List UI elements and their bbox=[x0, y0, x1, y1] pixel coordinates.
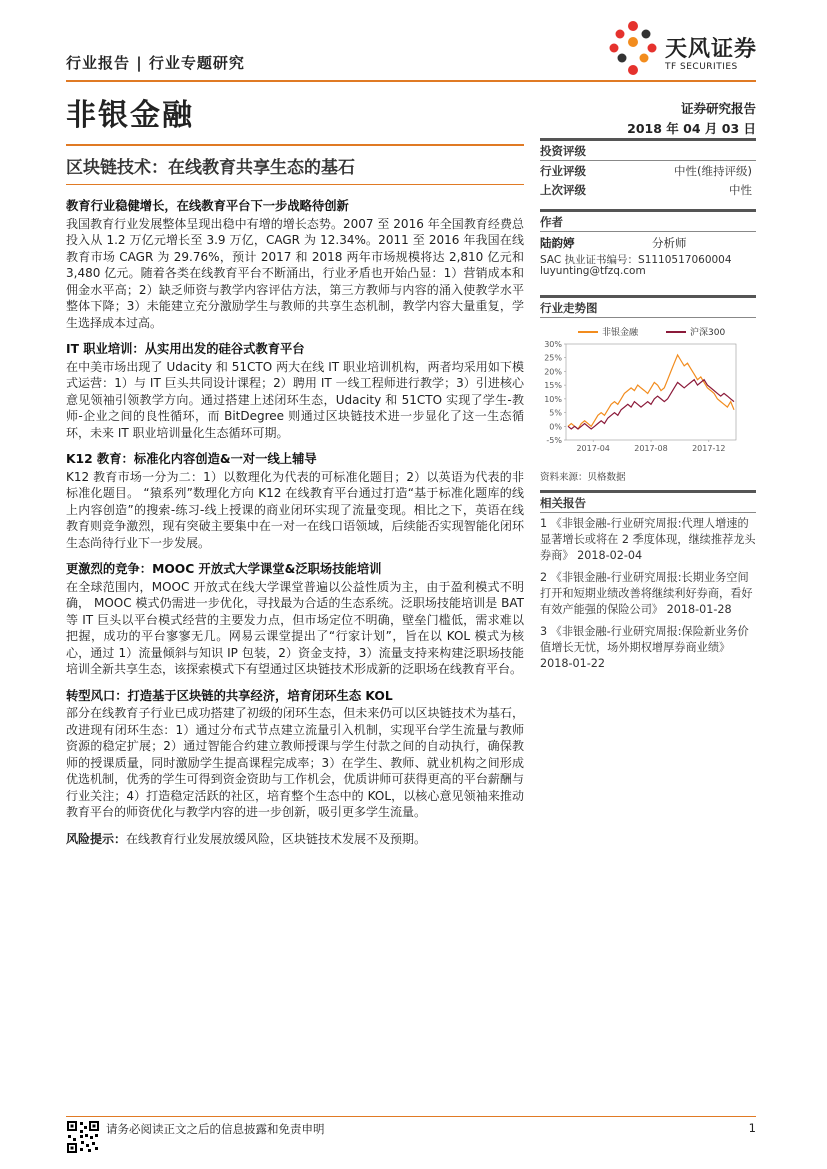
footer-disclaimer: 请务必阅读正文之后的信息披露和免责申明 bbox=[106, 1122, 325, 1136]
section-body: 在中美市场出现了 Udacity 和 51CTO 两大在线 IT 职业培训机构，两者均采用如下模式运营：1）与 IT 巨头共同设计课程；2）聘用 IT 一线工程师进行教学；3）引进核心意见领袖引领教学方向。通过搭建上述闭环生态，Udacity 和 51CTO 实现了学生-教师-企业之间的良性循环，而 BitDegree 则通过区块链技术进一步显化了这一生态循环，未来 IT 职业培训量化生态循环可期。 bbox=[66, 359, 524, 440]
y-tick-label: -5% bbox=[546, 436, 562, 445]
related-title: 3 《非银金融-行业研究周报:保险新业务价值增长无忧，场外期权增厚券商业绩》 bbox=[540, 625, 749, 654]
related-date: 2018-02-04 bbox=[577, 549, 643, 562]
section bbox=[66, 451, 524, 551]
y-tick-label: 5% bbox=[549, 408, 562, 418]
report-type: 行业报告 | 行业专题研究 bbox=[66, 54, 245, 72]
section bbox=[66, 341, 524, 441]
main-content bbox=[66, 198, 524, 857]
logo-text-cn: 天风证券 bbox=[665, 37, 758, 62]
page-number: 1 bbox=[748, 1121, 756, 1135]
related-title: 2 《非银金融-行业研究周报:长期业务空间打开和短期业绩改善将继续利好券商，看好有效产能强的保险公司》 bbox=[540, 571, 753, 616]
section-body: 在全球范围内，MOOC 开放式在线大学课堂普遍以公益性质为主，由于盈利模式不明确， MOOC 模式仍需进一步优化，寻找最为合适的生态系统。泛职场技能培训是 BAT 等 IT 巨头以平台模式经营的主要发力点，但市场定位不明确，壁垒门槛低，需求难以把握，成功的平台寥寥无几。网易云课堂提出了“行家计划”，旨在以 KOL 模式为核心，通过 1）流量倾斜与知识 IP 包装，2）资金支持，3）流量支持来构建泛职场技能培训全新共享生态，该探索模式下有望通过区块链技术形成新的泛职场在线教育平台。 bbox=[66, 579, 524, 676]
logo-text-en: TF SECURITIES bbox=[665, 62, 738, 72]
author-role: 分析师 bbox=[652, 236, 687, 250]
rating-header: 投资评级 bbox=[540, 144, 586, 158]
sidebar-divider bbox=[540, 138, 756, 141]
section-body: 部分在线教育子行业已成功搭建了初级的闭环生态，但未来仍可以区块链技术为基石，改进现有闭环生态：1）通过分布式节点建立流量引入机制，实现平台学生流量与教师资源的稳定扩展；2）通过智能合约建立教师授课与学生付款之间的自动执行，确保教师的授课质量，同时激励学生提高课程完成率；3）在学生、教师、就业机构之间形成优选机制，优秀的学生可得到资金资助与工作机会，优质讲师可获得更高的平台薪酬与行业关注；4）打造稳定活跃的社区，培育整个生态中的 KOL，以核心意见领袖来推动教育平台的师资优化与教学内容的进一步创新，吸引更多学生流量。 bbox=[66, 706, 524, 819]
company-logo bbox=[608, 20, 768, 80]
section-heading: K12 教育：标准化内容创造&一对一线上辅导 bbox=[66, 452, 317, 466]
related-date: 2018-01-22 bbox=[540, 657, 606, 670]
report-date: 2018 年 04 月 03 日 bbox=[627, 121, 756, 136]
title-divider-bottom bbox=[66, 184, 524, 185]
sidebar-divider bbox=[540, 295, 756, 298]
y-tick-label: 15% bbox=[544, 381, 562, 391]
qr-code-icon bbox=[66, 1120, 100, 1154]
section-body: 我国教育行业发展整体呈现出稳中有增的增长态势。2007 至 2016 年全国教育经费总投入从 1.2 万亿元增长至 3.9 万亿，CAGR 为 12.34%。2011 至 2016 年我国在线教育市场 CAGR 为 29.76%，预计 2017 和 2018 两年市场规模将达 2,810 亿元和 3,480 亿元。随着各类在线教育平台不断涌出，行业矛盾也开始凸显：1）营销成本和佣金水平高；2）缺乏师资与教学内容评估方法，第三方教师与内容的涌入使教学水平整体下降；3）未能建立充分激励学生与教师的共享生态机制，教学内容大量重复，学生选择成本过高。 bbox=[66, 216, 524, 330]
sidebar-divider bbox=[540, 490, 756, 493]
risk-label: 风险提示： bbox=[66, 831, 127, 846]
related-list bbox=[540, 516, 756, 678]
report-title: 区块链技术：在线教育共享生态的基石 bbox=[66, 158, 355, 178]
sidebar-divider bbox=[540, 231, 756, 232]
x-tick-label: 2017-04 bbox=[576, 444, 610, 453]
chart-source: 资料来源：贝格数据 bbox=[540, 472, 626, 483]
sidebar-divider bbox=[540, 209, 756, 212]
trend-header: 行业走势图 bbox=[540, 301, 598, 315]
report-label: 证券研究报告 bbox=[680, 101, 756, 116]
trend-chart bbox=[536, 320, 758, 460]
section bbox=[66, 688, 524, 821]
legend-label: 沪深300 bbox=[690, 328, 726, 338]
related-date: 2018-01-28 bbox=[666, 603, 732, 616]
section bbox=[66, 198, 524, 331]
risk-text: 在线教育行业发展放缓风险，区块链技术发展不及预期。 bbox=[126, 831, 427, 846]
rating-key: 上次评级 bbox=[540, 183, 586, 197]
series-line bbox=[568, 355, 734, 429]
author-sac-number: SAC 执业证书编号：S1110517060004 bbox=[540, 254, 732, 266]
section-body: K12 教育市场一分为二：1）以数理化为代表的可标准化题目；2）以英语为代表的非标准化题目。 “猿系列”数理化方向 K12 在线教育平台通过打造“基于标准化题库的线上内容创造”的搜索-练习-线上授课的商业闭环实现了流量变现。相比之下，英语在线教育则竞争激烈，现有突破主要集中在一对一在线口语领域，后续能否实现智能化闭环生态尚待行业下一步发展。 bbox=[66, 469, 524, 550]
related-item[interactable] bbox=[540, 516, 756, 564]
risk-note bbox=[66, 831, 524, 848]
sector-title: 非银金融 bbox=[66, 98, 194, 133]
y-tick-label: 0% bbox=[549, 422, 562, 432]
related-item[interactable] bbox=[540, 624, 756, 672]
y-tick-label: 10% bbox=[544, 394, 562, 404]
x-tick-label: 2017-12 bbox=[692, 444, 726, 453]
footer-divider bbox=[66, 1116, 756, 1117]
y-tick-label: 30% bbox=[544, 340, 562, 349]
section-heading: 教育行业稳健增长，在线教育平台下一步战略待创新 bbox=[66, 199, 349, 213]
section-heading: IT 职业培训：从实用出发的硅谷式教育平台 bbox=[66, 342, 305, 356]
rating-value: 中性(维持评级) bbox=[674, 164, 752, 178]
section-heading: 转型风口：打造基于区块链的共享经济，培育闭环生态 KOL bbox=[66, 688, 393, 703]
section-heading: 更激烈的竞争：MOOC 开放式大学课堂&泛职场技能培训 bbox=[66, 562, 382, 576]
x-tick-label: 2017-08 bbox=[634, 444, 668, 453]
author-email[interactable]: luyunting@tfzq.com bbox=[540, 265, 646, 277]
y-tick-label: 25% bbox=[544, 353, 562, 363]
logo-dots-icon bbox=[608, 20, 658, 76]
author-header: 作者 bbox=[540, 215, 563, 229]
author-name: 陆韵婷 bbox=[540, 236, 575, 250]
sidebar-divider bbox=[540, 512, 756, 513]
sidebar-divider bbox=[540, 160, 756, 161]
related-title: 1 《非银金融-行业研究周报:代理人增速的显著增长或将在 2 季度体现，继续推荐龙头券商》 bbox=[540, 517, 756, 562]
y-tick-label: 20% bbox=[544, 367, 562, 377]
related-item[interactable] bbox=[540, 570, 756, 618]
rating-key: 行业评级 bbox=[540, 164, 586, 178]
section bbox=[66, 561, 524, 678]
related-header: 相关报告 bbox=[540, 496, 586, 510]
sidebar-divider bbox=[540, 317, 756, 318]
legend-label: 非银金融 bbox=[602, 328, 639, 338]
rating-row bbox=[540, 163, 756, 179]
rating-value: 中性 bbox=[729, 183, 752, 197]
title-divider-top bbox=[66, 144, 524, 146]
rating-row bbox=[540, 182, 756, 198]
header-divider bbox=[66, 80, 756, 82]
